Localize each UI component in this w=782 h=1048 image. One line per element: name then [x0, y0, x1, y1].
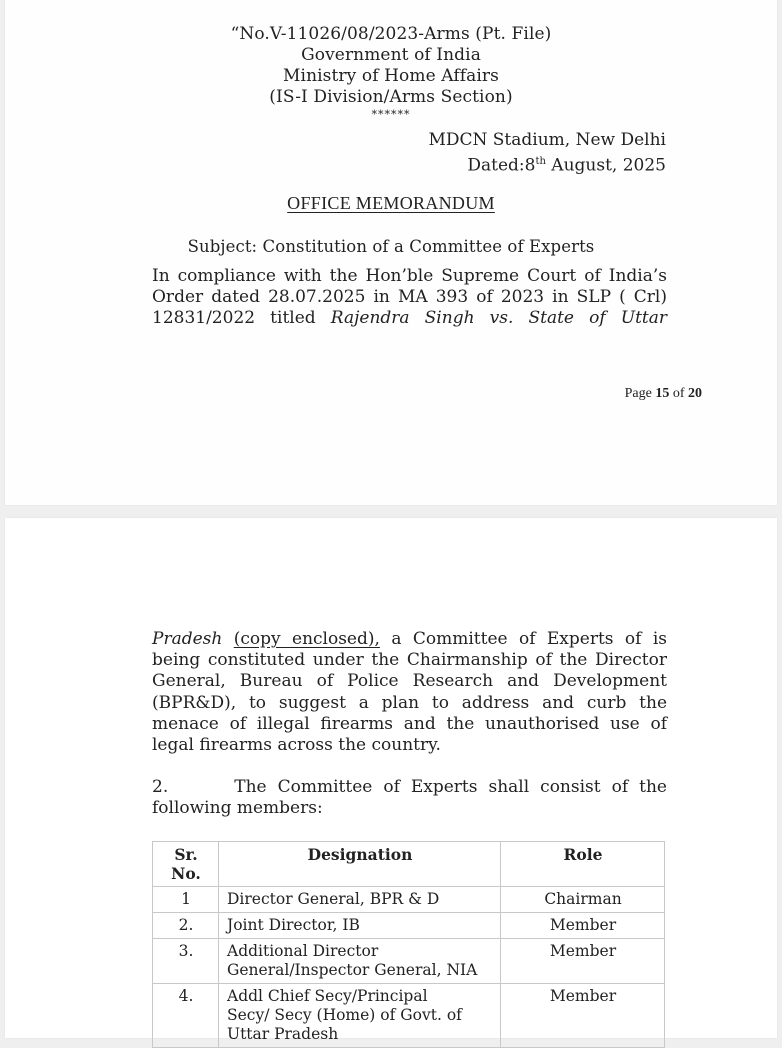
role-cell: Member [501, 913, 665, 939]
paragraph-line [152, 308, 667, 329]
table-row [153, 939, 665, 984]
paragraph-line: menace of illegal firearms and the unauthorised use of [152, 713, 667, 734]
pradesh-italic: Pradesh [152, 629, 223, 649]
place-line: MDCN Stadium, New Delhi [428, 130, 666, 150]
designation-cell [219, 984, 501, 1048]
date-superscript: th [535, 156, 546, 167]
paragraph-1-continued [152, 629, 667, 756]
table-row [153, 913, 665, 939]
paragraph-line: being constituted under the Chairmanship of the Director [152, 650, 667, 671]
date-suffix: August, 2025 [545, 155, 666, 176]
page-of: of [669, 386, 688, 401]
header-role: Role [501, 842, 665, 887]
separator-stars: ****** [371, 108, 411, 121]
designation-line: Additional Director [227, 942, 379, 960]
paragraph-1 [152, 266, 667, 330]
sr-no-cell: 2. [153, 913, 219, 939]
paragraph-line: legal firearms across the country. [152, 735, 441, 756]
designation-cell: Director General, BPR & D [219, 887, 501, 913]
division-name: (IS-I Division/Arms Section) [269, 87, 513, 107]
date-prefix: Dated:8 [467, 155, 536, 176]
sr-no-cell: 3. [153, 939, 219, 984]
copy-enclosed-link: (copy enclosed), [233, 629, 380, 649]
role-cell: Member [501, 939, 665, 984]
table-row [153, 984, 665, 1048]
date-line [467, 151, 666, 177]
subject-line: Subject: Constitution of a Committee of Experts [187, 237, 595, 256]
page-number [625, 386, 702, 402]
designation-line: Addl Chief Secy/Principal [227, 987, 428, 1005]
file-number: “No.V-11026/08/2023-Arms (Pt. File) [230, 24, 552, 44]
current-page: 15 [655, 386, 670, 401]
designation-line: General/Inspector General, NIA [227, 961, 478, 979]
paragraph-line: 2. The Committee of Experts shall consist of the [152, 777, 667, 797]
paragraph-line [152, 629, 667, 650]
designation-line: Uttar Pradesh [227, 1025, 339, 1043]
space [222, 629, 233, 649]
designation-line: Secy/ Secy (Home) of Govt. of [227, 1006, 462, 1024]
case-title-italic: Rajendra Singh vs. State of Uttar [330, 308, 668, 329]
paragraph-line: General, Bureau of Police Research and Development [152, 671, 667, 692]
role-cell: Chairman [501, 887, 665, 913]
memo-title: OFFICE MEMORANDUM [287, 193, 495, 213]
ministry-name: Ministry of Home Affairs [283, 66, 499, 86]
paragraph-line: following members: [152, 798, 323, 819]
sr-no-cell: 4. [153, 984, 219, 1048]
header-sr-no: Sr. No. [153, 842, 219, 887]
case-number-text: 12831/2022 titled [152, 308, 331, 329]
table-header-row [153, 842, 665, 887]
paragraph-line: In compliance with the Hon’ble Supreme Court of India’s [152, 266, 667, 286]
paragraph-2 [152, 777, 667, 819]
paragraph-line: (BPR&D), to suggest a plan to address and curb the [152, 692, 667, 713]
document-page-16 [5, 518, 777, 1043]
committee-members-table [152, 841, 665, 1048]
paragraph-text: a Committee of Experts of is [379, 629, 667, 649]
page-label: Page [624, 386, 656, 401]
table-row [153, 887, 665, 913]
sr-no-cell: 1 [153, 887, 219, 913]
designation-cell [219, 939, 501, 984]
paragraph-line: Order dated 28.07.2025 in MA 393 of 2023 in SLP ( Crl) [152, 287, 667, 308]
role-cell: Member [501, 984, 665, 1048]
memo-title-wrap [5, 193, 777, 215]
total-pages: 20 [688, 386, 702, 401]
designation-cell: Joint Director, IB [219, 913, 501, 939]
header-designation: Designation [219, 842, 501, 887]
government-name: Government of India [301, 45, 481, 65]
document-page-15 [5, 0, 777, 505]
